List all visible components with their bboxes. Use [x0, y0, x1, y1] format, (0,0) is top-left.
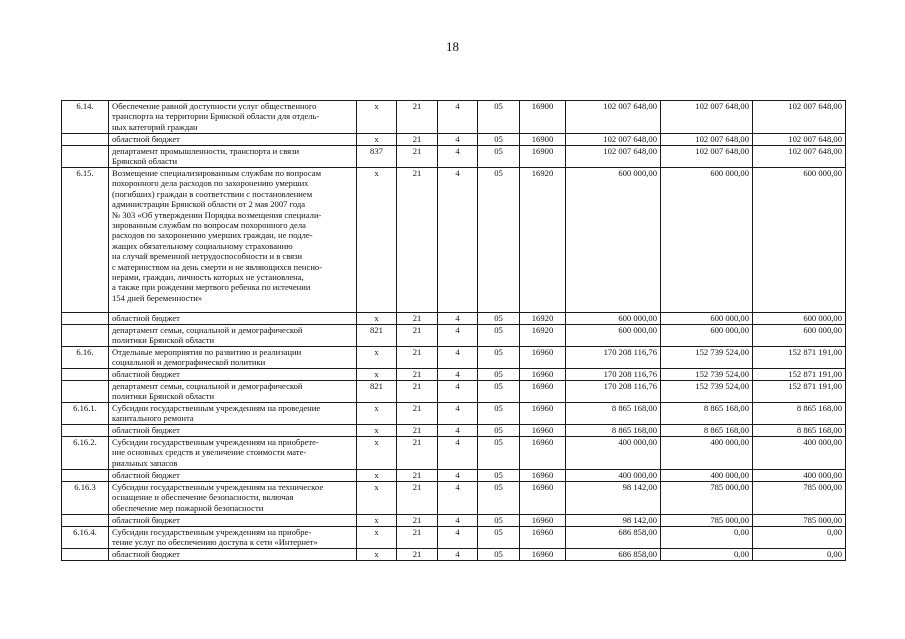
admin-code: x [357, 527, 397, 549]
table-row [62, 549, 846, 561]
expense-code: 16960 [520, 347, 566, 369]
amount-year-2: 152 739 524,00 [661, 381, 753, 403]
section-code: 21 [397, 146, 438, 168]
row-number [62, 325, 109, 347]
target-code: 05 [478, 101, 520, 134]
subsection-code: 4 [438, 134, 478, 146]
table-row [62, 425, 846, 437]
subsection-code: 4 [438, 425, 478, 437]
expense-code: 16960 [520, 549, 566, 561]
budget-table [61, 100, 846, 561]
section-code: 21 [397, 313, 438, 325]
section-code: 21 [397, 549, 438, 561]
row-name: областной бюджет [109, 425, 357, 437]
section-code: 21 [397, 470, 438, 482]
section-code: 21 [397, 325, 438, 347]
amount-year-3: 600 000,00 [753, 168, 846, 313]
amount-year-1: 600 000,00 [566, 313, 661, 325]
amount-year-3: 785 000,00 [753, 482, 846, 515]
amount-year-1: 98 142,00 [566, 482, 661, 515]
row-name: областной бюджет [109, 369, 357, 381]
expense-code: 16900 [520, 146, 566, 168]
target-code: 05 [478, 527, 520, 549]
amount-year-2: 785 000,00 [661, 482, 753, 515]
amount-year-3: 0,00 [753, 527, 846, 549]
row-name: Субсидии государственным учреждениям на приобрете- ние основных средств и увеличение стоимости мате- риальных запасов [109, 437, 357, 470]
subsection-code: 4 [438, 482, 478, 515]
budget-table-body [62, 101, 846, 561]
expense-code: 16920 [520, 168, 566, 313]
page-number: 18 [446, 39, 459, 54]
amount-year-1: 686 858,00 [566, 527, 661, 549]
amount-year-2: 102 007 648,00 [661, 134, 753, 146]
expense-code: 16960 [520, 381, 566, 403]
row-number [62, 549, 109, 561]
amount-year-2: 152 739 524,00 [661, 369, 753, 381]
expense-code: 16960 [520, 527, 566, 549]
amount-year-3: 600 000,00 [753, 325, 846, 347]
table-row [62, 347, 846, 369]
admin-code: x [357, 313, 397, 325]
amount-year-1: 686 858,00 [566, 549, 661, 561]
amount-year-3: 785 000,00 [753, 515, 846, 527]
subsection-code: 4 [438, 527, 478, 549]
target-code: 05 [478, 134, 520, 146]
amount-year-1: 102 007 648,00 [566, 134, 661, 146]
table-row [62, 470, 846, 482]
admin-code: x [357, 134, 397, 146]
subsection-code: 4 [438, 437, 478, 470]
expense-code: 16920 [520, 313, 566, 325]
amount-year-2: 0,00 [661, 549, 753, 561]
amount-year-3: 152 871 191,00 [753, 347, 846, 369]
row-number [62, 369, 109, 381]
expense-code: 16900 [520, 101, 566, 134]
amount-year-1: 98 142,00 [566, 515, 661, 527]
subsection-code: 4 [438, 470, 478, 482]
target-code: 05 [478, 146, 520, 168]
subsection-code: 4 [438, 146, 478, 168]
target-code: 05 [478, 470, 520, 482]
row-name: областной бюджет [109, 515, 357, 527]
subsection-code: 4 [438, 101, 478, 134]
row-number [62, 146, 109, 168]
subsection-code: 4 [438, 347, 478, 369]
amount-year-2: 400 000,00 [661, 470, 753, 482]
table-row [62, 515, 846, 527]
table-row [62, 134, 846, 146]
amount-year-3: 600 000,00 [753, 313, 846, 325]
target-code: 05 [478, 168, 520, 313]
target-code: 05 [478, 425, 520, 437]
amount-year-1: 102 007 648,00 [566, 146, 661, 168]
table-row [62, 381, 846, 403]
amount-year-3: 400 000,00 [753, 437, 846, 470]
admin-code: x [357, 101, 397, 134]
target-code: 05 [478, 482, 520, 515]
row-number: 6.16.2. [62, 437, 109, 470]
subsection-code: 4 [438, 168, 478, 313]
amount-year-3: 8 865 168,00 [753, 403, 846, 425]
target-code: 05 [478, 437, 520, 470]
row-name: областной бюджет [109, 549, 357, 561]
row-name: областной бюджет [109, 313, 357, 325]
expense-code: 16960 [520, 515, 566, 527]
row-number: 6.15. [62, 168, 109, 313]
table-row [62, 437, 846, 470]
row-name: областной бюджет [109, 134, 357, 146]
section-code: 21 [397, 369, 438, 381]
admin-code: x [357, 470, 397, 482]
row-name: областной бюджет [109, 470, 357, 482]
amount-year-1: 600 000,00 [566, 168, 661, 313]
section-code: 21 [397, 527, 438, 549]
row-number [62, 313, 109, 325]
table-row [62, 313, 846, 325]
section-code: 21 [397, 482, 438, 515]
target-code: 05 [478, 515, 520, 527]
row-name: Субсидии государственным учреждениям на проведение капитального ремонта [109, 403, 357, 425]
row-name: Отдельные мероприятия по развитию и реализации социальной и демографической политики [109, 347, 357, 369]
target-code: 05 [478, 403, 520, 425]
expense-code: 16920 [520, 325, 566, 347]
amount-year-1: 600 000,00 [566, 325, 661, 347]
row-number: 6.16.1. [62, 403, 109, 425]
amount-year-2: 102 007 648,00 [661, 101, 753, 134]
admin-code: x [357, 403, 397, 425]
admin-code: x [357, 437, 397, 470]
amount-year-2: 400 000,00 [661, 437, 753, 470]
row-name: департамент семьи, социальной и демографической политики Брянской области [109, 325, 357, 347]
amount-year-1: 400 000,00 [566, 470, 661, 482]
row-number [62, 470, 109, 482]
subsection-code: 4 [438, 515, 478, 527]
amount-year-3: 102 007 648,00 [753, 146, 846, 168]
target-code: 05 [478, 313, 520, 325]
amount-year-1: 170 208 116,76 [566, 347, 661, 369]
amount-year-2: 600 000,00 [661, 313, 753, 325]
table-row [62, 146, 846, 168]
table-row [62, 403, 846, 425]
row-number [62, 381, 109, 403]
amount-year-1: 400 000,00 [566, 437, 661, 470]
amount-year-3: 400 000,00 [753, 470, 846, 482]
target-code: 05 [478, 369, 520, 381]
amount-year-2: 8 865 168,00 [661, 403, 753, 425]
amount-year-3: 152 871 191,00 [753, 381, 846, 403]
amount-year-2: 0,00 [661, 527, 753, 549]
admin-code: x [357, 482, 397, 515]
expense-code: 16960 [520, 470, 566, 482]
amount-year-3: 102 007 648,00 [753, 101, 846, 134]
row-number [62, 425, 109, 437]
section-code: 21 [397, 134, 438, 146]
target-code: 05 [478, 381, 520, 403]
row-name: Обеспечение равной доступности услуг общественного транспорта на территории Брянской области для отдель- ных категорий граждан [109, 101, 357, 134]
row-number: 6.16. [62, 347, 109, 369]
amount-year-1: 8 865 168,00 [566, 403, 661, 425]
admin-code: x [357, 168, 397, 313]
expense-code: 16900 [520, 134, 566, 146]
expense-code: 16960 [520, 437, 566, 470]
section-code: 21 [397, 437, 438, 470]
admin-code: x [357, 515, 397, 527]
admin-code: x [357, 425, 397, 437]
section-code: 21 [397, 425, 438, 437]
row-name: департамент промышленности, транспорта и связи Брянской области [109, 146, 357, 168]
row-number: 6.14. [62, 101, 109, 134]
expense-code: 16960 [520, 369, 566, 381]
section-code: 21 [397, 515, 438, 527]
row-name: департамент семьи, социальной и демографической политики Брянской области [109, 381, 357, 403]
amount-year-2: 102 007 648,00 [661, 146, 753, 168]
subsection-code: 4 [438, 549, 478, 561]
admin-code: x [357, 549, 397, 561]
table-row [62, 101, 846, 134]
subsection-code: 4 [438, 325, 478, 347]
expense-code: 16960 [520, 425, 566, 437]
target-code: 05 [478, 347, 520, 369]
amount-year-1: 8 865 168,00 [566, 425, 661, 437]
section-code: 21 [397, 403, 438, 425]
subsection-code: 4 [438, 369, 478, 381]
amount-year-3: 102 007 648,00 [753, 134, 846, 146]
subsection-code: 4 [438, 403, 478, 425]
row-name: Субсидии государственным учреждениям на приобре- тение услуг по обеспечению доступа к сети «Интернет» [109, 527, 357, 549]
section-code: 21 [397, 347, 438, 369]
section-code: 21 [397, 381, 438, 403]
expense-code: 16960 [520, 482, 566, 515]
amount-year-2: 600 000,00 [661, 168, 753, 313]
row-name: Субсидии государственным учреждениям на техническое оснащение и обеспечение безопасности, включая обеспечение мер пожарной безопасности [109, 482, 357, 515]
amount-year-1: 102 007 648,00 [566, 101, 661, 134]
table-row [62, 527, 846, 549]
amount-year-2: 8 865 168,00 [661, 425, 753, 437]
table-row [62, 168, 846, 313]
admin-code: 821 [357, 325, 397, 347]
admin-code: x [357, 369, 397, 381]
target-code: 05 [478, 325, 520, 347]
table-row [62, 369, 846, 381]
subsection-code: 4 [438, 381, 478, 403]
admin-code: 837 [357, 146, 397, 168]
amount-year-2: 785 000,00 [661, 515, 753, 527]
target-code: 05 [478, 549, 520, 561]
amount-year-3: 8 865 168,00 [753, 425, 846, 437]
expense-code: 16960 [520, 403, 566, 425]
amount-year-2: 152 739 524,00 [661, 347, 753, 369]
table-row [62, 325, 846, 347]
admin-code: 821 [357, 381, 397, 403]
amount-year-3: 152 871 191,00 [753, 369, 846, 381]
row-number [62, 134, 109, 146]
admin-code: x [357, 347, 397, 369]
row-number: 6.16.3 [62, 482, 109, 515]
row-number [62, 515, 109, 527]
subsection-code: 4 [438, 313, 478, 325]
section-code: 21 [397, 101, 438, 134]
table-row [62, 482, 846, 515]
section-code: 21 [397, 168, 438, 313]
amount-year-1: 170 208 116,76 [566, 369, 661, 381]
amount-year-2: 600 000,00 [661, 325, 753, 347]
row-name: Возмещение специализированным службам по вопросам похоронного дела расходов по захоронению умерших (погибших) граждан в соответствии с постановлением администрации Брянской области от 2 мая 2007 года № 303 «Об утверждении Порядка возмещения специали- зированным службам по вопросам похоронного дела расходов по захоронению умерших граждан, не подле- жащих обязательному социальному страхованию на случай временной нетрудоспособности и в связи с материнством на день смерти и не являющихся пенсио- нерами, граждан, личность которых не установлена, а также при рождении мертвого ребенка по истечении 154 дней беременности» [109, 168, 357, 313]
amount-year-3: 0,00 [753, 549, 846, 561]
amount-year-1: 170 208 116,76 [566, 381, 661, 403]
row-number: 6.16.4. [62, 527, 109, 549]
